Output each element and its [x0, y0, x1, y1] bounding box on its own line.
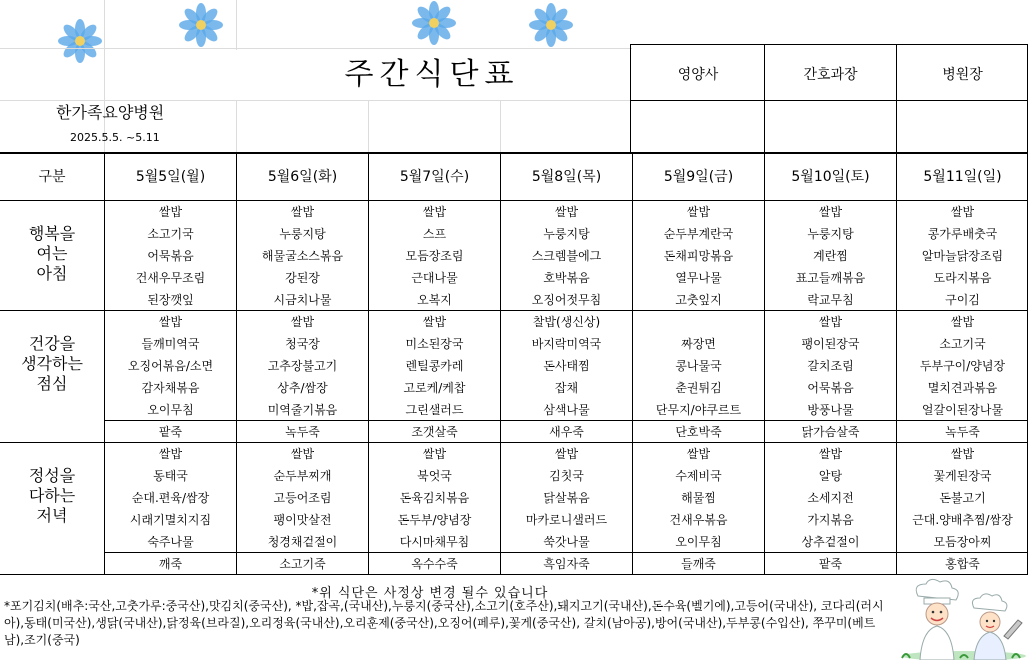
breakfast-menu-cell [765, 201, 896, 311]
origin-info: *포기김치(배추:국산,고춧가루:중국산),맛김치(중국산), *밥,잡곡,(국내산),누룽지(중국산),소고기(호주산),돼지고기(국내산),돈수육(벨기에),고등어(국내산), 코다리(러시아),동태(미국산),생닭(국내산),닭정육(브라질),오리정육(국내산),오리훈제(중국산),오징어(페루),꽃게(중국산), 갈치(남아공),방어(국내산),두부콩(수입산), 쭈꾸미(베트남),조기(중국) [4, 599, 884, 647]
menu-item: 쌀밥 [554, 447, 579, 461]
menu-item: 오복지 [417, 293, 452, 307]
menu-item: 삼색나물 [543, 403, 590, 417]
menu-item: 쌀밥 [950, 205, 975, 219]
menu-item: 쌀밥 [554, 205, 579, 219]
menu-item: 두부구이/양념장 [919, 359, 1006, 373]
menu-item: 쌀밥 [158, 315, 183, 329]
lunch-menu-cell [237, 311, 368, 421]
menu-item: 쌀밥 [422, 315, 447, 329]
breakfast-menu-cell [237, 201, 368, 311]
menu-item: 된장깻잎 [147, 293, 194, 307]
menu-item: 근대.양배추찜/쌈장 [912, 513, 1013, 527]
signature-director: 병원장 [942, 67, 983, 83]
menu-item: 쌀밥 [290, 205, 315, 219]
dinner-porridge-item: 흑임자죽 [543, 557, 590, 571]
dinner-porridge-item: 깨죽 [158, 557, 183, 571]
chef-illustration [900, 578, 1028, 660]
menu-item: 잡채 [554, 381, 579, 395]
menu-item: 해물찜 [681, 491, 716, 505]
lunch-porridge-item: 녹두죽 [285, 425, 320, 439]
flower-icon [178, 2, 224, 48]
menu-item: 청경채겉절이 [267, 535, 338, 549]
breakfast-menu-cell [501, 201, 632, 311]
menu-item: 스프 [422, 227, 447, 241]
grid-line [500, 100, 501, 153]
grid-line [368, 100, 369, 153]
day-header: 5월10일(토) [791, 169, 870, 185]
table-border [630, 44, 1028, 45]
grid-line [236, 100, 632, 101]
lunch-porridge-item: 닭가슴살죽 [801, 425, 860, 439]
menu-item: 구이김 [945, 293, 980, 307]
menu-item: 쌀밥 [686, 447, 711, 461]
menu-item: 락교무침 [807, 293, 854, 307]
dinner-menu-cell [237, 443, 368, 553]
menu-item: 쌀밥 [422, 447, 447, 461]
menu-item: 바지락미역국 [531, 337, 602, 351]
menu-item: 쌀밥 [818, 205, 843, 219]
day-header: 5월7일(수) [399, 169, 470, 185]
lunch-porridge-item: 새우죽 [549, 425, 584, 439]
menu-item: 소고기국 [147, 227, 194, 241]
signature-nursing-chief: 간호과장 [803, 67, 858, 83]
breakfast-label: 행복을 여는 아침 [28, 224, 76, 283]
dinner-porridge-item: 들깨죽 [681, 557, 716, 571]
menu-item: 시금치나물 [273, 293, 332, 307]
dinner-menu-cell [765, 443, 896, 553]
lunch-porridge-item: 팥죽 [158, 425, 183, 439]
menu-item: 가지볶음 [807, 513, 854, 527]
change-notice: *위 식단은 사정상 변경 될수 있습니다 [311, 586, 549, 601]
menu-item: 순두부찌개 [273, 469, 332, 483]
menu-item: 근대나물 [411, 271, 458, 285]
menu-item: 알탕 [818, 469, 843, 483]
dinner-label: 정성을 다하는 저녁 [28, 466, 76, 525]
menu-item: 북엇국 [417, 469, 452, 483]
menu-item: 모듬장아찌 [933, 535, 992, 549]
menu-item: 숙주나물 [147, 535, 194, 549]
flower-icon [57, 18, 103, 64]
menu-item [633, 311, 764, 333]
menu-item: 상추겉절이 [801, 535, 860, 549]
menu-item: 쌀밥 [818, 315, 843, 329]
menu-item: 오이무침 [675, 535, 722, 549]
menu-item: 김칫국 [549, 469, 584, 483]
menu-item: 돈두부/양념장 [397, 513, 472, 527]
menu-item: 건새우볶음 [669, 513, 728, 527]
menu-item: 동태국 [153, 469, 188, 483]
lunch-label: 건강을 생각하는 점심 [21, 334, 83, 393]
day-header: 5월9일(금) [663, 169, 734, 185]
menu-item: 멸치견과볶음 [927, 381, 998, 395]
dinner-porridge-item: 옥수수죽 [411, 557, 458, 571]
menu-item: 돈사태찜 [543, 359, 590, 373]
day-header: 5월11일(일) [923, 169, 1002, 185]
breakfast-menu-cell [105, 201, 236, 311]
menu-item: 순두부계란국 [663, 227, 734, 241]
dinner-menu-cell [633, 443, 764, 553]
signature-nutritionist: 영양사 [677, 67, 719, 83]
menu-item: 소고기국 [939, 337, 986, 351]
category-header: 구분 [38, 169, 66, 185]
menu-item: 마카로니샐러드 [525, 513, 608, 527]
table-border [630, 100, 1028, 101]
breakfast-menu-cell [633, 201, 764, 311]
menu-item: 감자채볶음 [141, 381, 200, 395]
dinner-porridge-item: 홍합죽 [945, 557, 980, 571]
dinner-porridge-item: 소고기죽 [279, 557, 326, 571]
menu-item: 꽃게된장국 [933, 469, 992, 483]
menu-item: 도라지볶음 [933, 271, 992, 285]
dinner-menu-cell [501, 443, 632, 553]
lunch-menu-cell [897, 311, 1028, 421]
lunch-porridge-item: 녹두죽 [945, 425, 980, 439]
menu-item: 돈육김치볶음 [399, 491, 470, 505]
menu-item: 그린샐러드 [405, 403, 464, 417]
menu-item: 고로케/케찹 [403, 381, 466, 395]
menu-item: 쌀밥 [818, 447, 843, 461]
flower-icon [411, 0, 457, 46]
lunch-porridge-item: 단호박죽 [675, 425, 722, 439]
lunch-menu-cell [501, 311, 632, 421]
menu-item: 알마늘닭장조림 [921, 249, 1004, 263]
menu-item: 쌀밥 [422, 205, 447, 219]
menu-item: 표고들깨볶음 [795, 271, 866, 285]
menu-item: 닭살볶음 [543, 491, 590, 505]
menu-item: 얼갈이된장나물 [921, 403, 1004, 417]
menu-item: 오징어젓무침 [531, 293, 602, 307]
lunch-porridge-item: 조갯살죽 [411, 425, 458, 439]
menu-item: 쌀밥 [290, 447, 315, 461]
day-header: 5월6일(화) [267, 169, 338, 185]
menu-item: 고등어조림 [273, 491, 332, 505]
menu-item: 춘권튀김 [675, 381, 722, 395]
menu-item: 쌀밥 [950, 447, 975, 461]
menu-item: 열무나물 [675, 271, 722, 285]
menu-item: 누룽지탕 [279, 227, 326, 241]
day-header: 5월5일(월) [135, 169, 206, 185]
lunch-menu-cell [633, 311, 764, 421]
menu-item: 모듬장조림 [405, 249, 464, 263]
menu-item: 돈채피망볶음 [663, 249, 734, 263]
breakfast-menu-cell [897, 201, 1028, 311]
menu-item: 고추장불고기 [267, 359, 338, 373]
menu-item: 쌀밥 [686, 205, 711, 219]
menu-item: 렌틸콩카레 [405, 359, 464, 373]
menu-item: 콩나물국 [675, 359, 722, 373]
menu-item: 상추/쌈장 [277, 381, 328, 395]
menu-item: 시래기멸치지짐 [129, 513, 212, 527]
menu-item: 어묵볶음 [147, 249, 194, 263]
menu-item: 호박볶음 [543, 271, 590, 285]
hospital-name: 한가족요양병원 [56, 103, 165, 122]
dinner-menu-cell [105, 443, 236, 553]
menu-item: 수제비국 [675, 469, 722, 483]
menu-item: 들깨미역국 [141, 337, 200, 351]
lunch-menu-cell [369, 311, 500, 421]
dinner-menu-cell [369, 443, 500, 553]
menu-item: 쑥갓나물 [543, 535, 590, 549]
grid-line [0, 48, 632, 49]
breakfast-menu-cell [369, 201, 500, 311]
menu-item: 팽이된장국 [801, 337, 860, 351]
menu-item: 콩가루배춧국 [927, 227, 998, 241]
menu-item: 단무지/야쿠르트 [655, 403, 742, 417]
menu-item: 소세지전 [807, 491, 854, 505]
day-header: 5월8일(목) [531, 169, 602, 185]
lunch-menu-cell [105, 311, 236, 421]
date-range: 2025.5.5. ~5.11 [70, 131, 160, 144]
menu-item: 계란찜 [813, 249, 848, 263]
menu-item: 쌀밥 [158, 205, 183, 219]
menu-item: 짜장면 [681, 337, 716, 351]
menu-item: 쌀밥 [158, 447, 183, 461]
menu-item: 방풍나물 [807, 403, 854, 417]
table-border [630, 44, 631, 153]
menu-item: 누룽지탕 [543, 227, 590, 241]
menu-item: 찰밥(생신상) [532, 315, 601, 329]
menu-item: 돈불고기 [939, 491, 986, 505]
menu-item: 팽이맛살전 [273, 513, 332, 527]
menu-item: 스크렘블에그 [531, 249, 602, 263]
menu-item: 미역줄기볶음 [267, 403, 338, 417]
lunch-menu-cell [765, 311, 896, 421]
menu-item: 누룽지탕 [807, 227, 854, 241]
grid-line [236, 0, 237, 50]
page-title: 주간식단표 [344, 57, 520, 92]
menu-item: 어묵볶음 [807, 381, 854, 395]
menu-item: 고춧잎지 [675, 293, 722, 307]
menu-item: 오이무침 [147, 403, 194, 417]
menu-item: 다시마채무침 [399, 535, 470, 549]
menu-item: 순대.편육/쌈장 [131, 491, 210, 505]
dinner-porridge-item: 팥죽 [818, 557, 843, 571]
menu-item: 미소된장국 [405, 337, 464, 351]
flower-icon [528, 2, 574, 48]
menu-item: 건새우무조림 [135, 271, 206, 285]
menu-item: 해물굴소스볶음 [261, 249, 344, 263]
grid-line [236, 100, 237, 153]
dinner-menu-cell [897, 443, 1028, 553]
menu-item: 쌀밥 [950, 315, 975, 329]
menu-item: 쌀밥 [290, 315, 315, 329]
menu-item: 청국장 [285, 337, 320, 351]
menu-item: 오징어볶음/소면 [127, 359, 214, 373]
menu-item: 강된장 [285, 271, 320, 285]
menu-item: 갈치조림 [807, 359, 854, 373]
